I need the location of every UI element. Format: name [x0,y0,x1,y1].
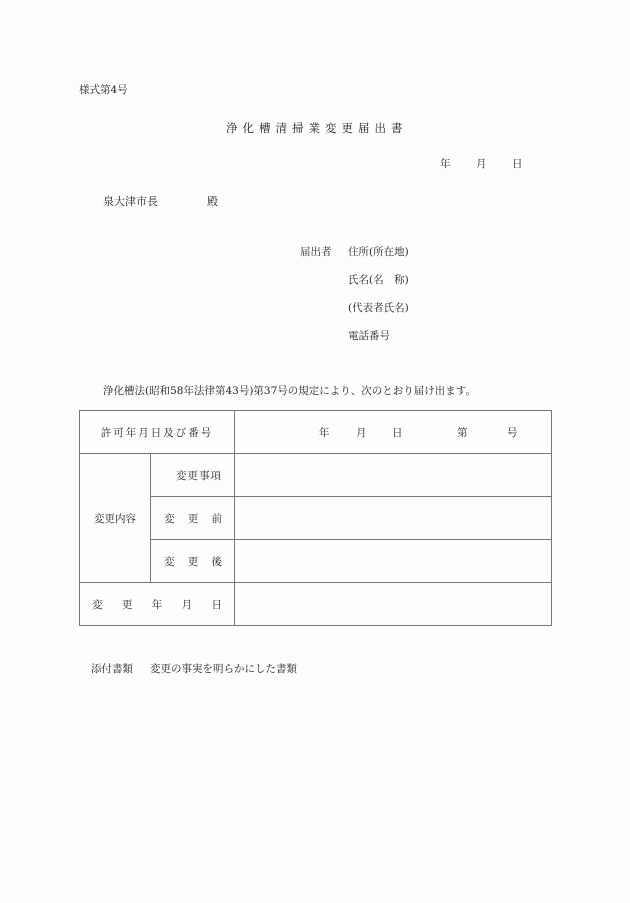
change-after-label: 変 更 後 [151,540,235,583]
table-row-change-date [80,583,552,626]
statement-text: 浄化槽法(昭和58年法律第43号)第37号の規定により、次のとおり届け出ます。 [103,385,476,397]
change-content-label: 変更内容 [80,454,151,583]
applicant-name-label: 氏名(名 称) [348,274,409,286]
change-before-value[interactable] [235,497,552,540]
permit-day-label: 日 [392,427,403,439]
attachment-label: 添付書類 [91,663,133,675]
form-table [79,410,552,626]
applicant-label: 届出者 [300,246,332,258]
permit-no-prefix: 第 [457,427,468,439]
date-month-label: 月 [476,158,487,170]
form-number: 様式第4号 [79,84,128,96]
change-before-label: 変 更 前 [151,497,235,540]
change-item-label: 変更事項 [151,454,235,497]
change-date-label: 変 更 年 月 日 [80,583,235,626]
table-row-permit [80,411,552,454]
applicant-representative-label: (代表者氏名) [348,302,409,314]
date-day-label: 日 [512,158,523,170]
permit-month-label: 月 [356,427,367,439]
table-row-change-after [80,540,552,583]
change-after-value[interactable] [235,540,552,583]
permit-label: 許可年月日及び番号 [80,411,235,454]
addressee-honorific: 殿 [207,195,218,208]
change-date-value[interactable] [235,583,552,626]
attachment-value: 変更の事実を明らかにした書類 [150,663,297,675]
change-item-value[interactable] [235,454,552,497]
table-row-change-before [80,497,552,540]
document-title: 浄化槽清掃業変更届出書 [226,121,408,135]
date-year-label: 年 [440,158,451,170]
addressee-name: 泉大津市長 [103,195,158,208]
permit-year-label: 年 [319,427,330,439]
permit-no-suffix: 号 [507,427,518,439]
applicant-phone-label: 電話番号 [348,330,390,342]
applicant-address-label: 住所(所在地) [348,246,409,258]
permit-value-cell[interactable] [235,411,552,454]
table-row-change-item [80,454,552,497]
